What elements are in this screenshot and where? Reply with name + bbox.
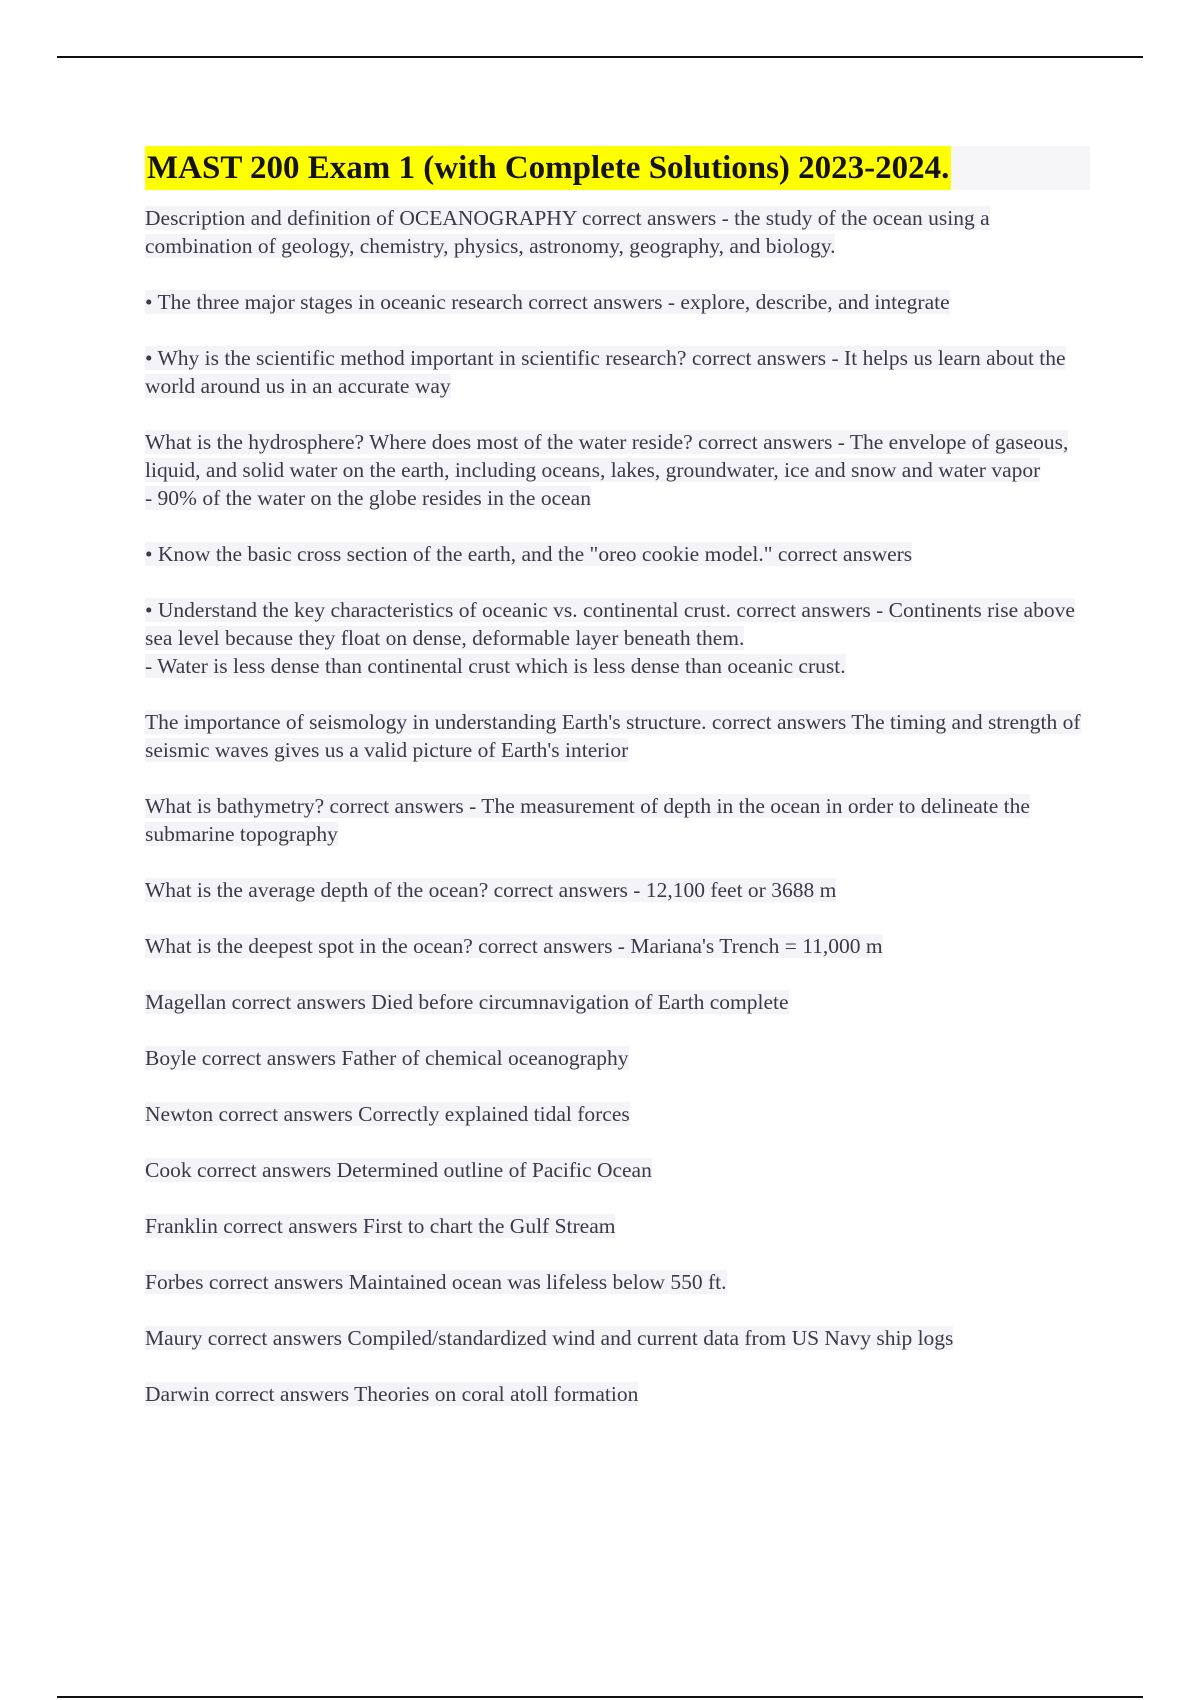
qa-text: Boyle correct answers Father of chemical oceanography: [145, 1046, 629, 1070]
qa-text: Newton correct answers Correctly explained tidal forces: [145, 1102, 630, 1126]
qa-list: [145, 204, 1090, 1408]
qa-entry: [145, 344, 1090, 400]
qa-text-continuation: - 90% of the water on the globe resides in the ocean: [145, 486, 591, 510]
qa-entry: [145, 1100, 1090, 1128]
qa-entry: [145, 288, 1090, 316]
qa-text: • Why is the scientific method important in scientific research? correct answers - It helps us learn about the world around us in an accurate way: [145, 346, 1066, 398]
qa-text: Franklin correct answers First to chart the Gulf Stream: [145, 1214, 616, 1238]
qa-text: Magellan correct answers Died before circumnavigation of Earth complete: [145, 990, 789, 1014]
document-body: [145, 146, 1090, 1436]
qa-text: • Understand the key characteristics of oceanic vs. continental crust. correct answers - Continents rise above sea level because they float on dense, deformable layer beneath them.: [145, 598, 1075, 650]
qa-entry: [145, 1380, 1090, 1408]
document-title: MAST 200 Exam 1 (with Complete Solutions) 2023-2024.: [145, 146, 951, 190]
qa-entry: [145, 1156, 1090, 1184]
qa-text: What is bathymetry? correct answers - The measurement of depth in the ocean in order to delineate the submarine topography: [145, 794, 1030, 846]
qa-entry: [145, 1324, 1090, 1352]
qa-entry: [145, 988, 1090, 1016]
top-rule: [57, 56, 1143, 58]
qa-entry: [145, 792, 1090, 848]
qa-text: What is the hydrosphere? Where does most of the water reside? correct answers - The envelope of gaseous, liquid, and solid water on the earth, including oceans, lakes, groundwater, ice and snow and water vapor: [145, 430, 1069, 482]
qa-text: What is the deepest spot in the ocean? correct answers - Mariana's Trench = 11,000 m: [145, 934, 883, 958]
qa-entry: [145, 204, 1090, 260]
qa-text: Maury correct answers Compiled/standardized wind and current data from US Navy ship logs: [145, 1326, 954, 1350]
qa-entry: [145, 876, 1090, 904]
qa-entry: [145, 428, 1090, 512]
qa-text-continuation: - Water is less dense than continental crust which is less dense than oceanic crust.: [145, 654, 846, 678]
qa-entry: [145, 596, 1090, 680]
qa-entry: [145, 708, 1090, 764]
qa-text: Darwin correct answers Theories on coral atoll formation: [145, 1382, 639, 1406]
qa-text: The importance of seismology in understanding Earth's structure. correct answers The timing and strength of seismic waves gives us a valid picture of Earth's interior: [145, 710, 1081, 762]
qa-entry: [145, 932, 1090, 960]
qa-text: Cook correct answers Determined outline of Pacific Ocean: [145, 1158, 652, 1182]
qa-text: Forbes correct answers Maintained ocean was lifeless below 550 ft.: [145, 1270, 727, 1294]
qa-text: Description and definition of OCEANOGRAPHY correct answers - the study of the ocean using a combination of geology, chemistry, physics, astronomy, geography, and biology.: [145, 206, 990, 258]
qa-entry: [145, 1212, 1090, 1240]
title-block: [145, 146, 1090, 190]
qa-entry: [145, 1044, 1090, 1072]
qa-text: • Know the basic cross section of the earth, and the "oreo cookie model." correct answers: [145, 542, 913, 566]
qa-text: • The three major stages in oceanic research correct answers - explore, describe, and integrate: [145, 290, 950, 314]
qa-text: What is the average depth of the ocean? correct answers - 12,100 feet or 3688 m: [145, 878, 837, 902]
bottom-rule: [57, 1696, 1143, 1698]
qa-entry: [145, 1268, 1090, 1296]
qa-entry: [145, 540, 1090, 568]
